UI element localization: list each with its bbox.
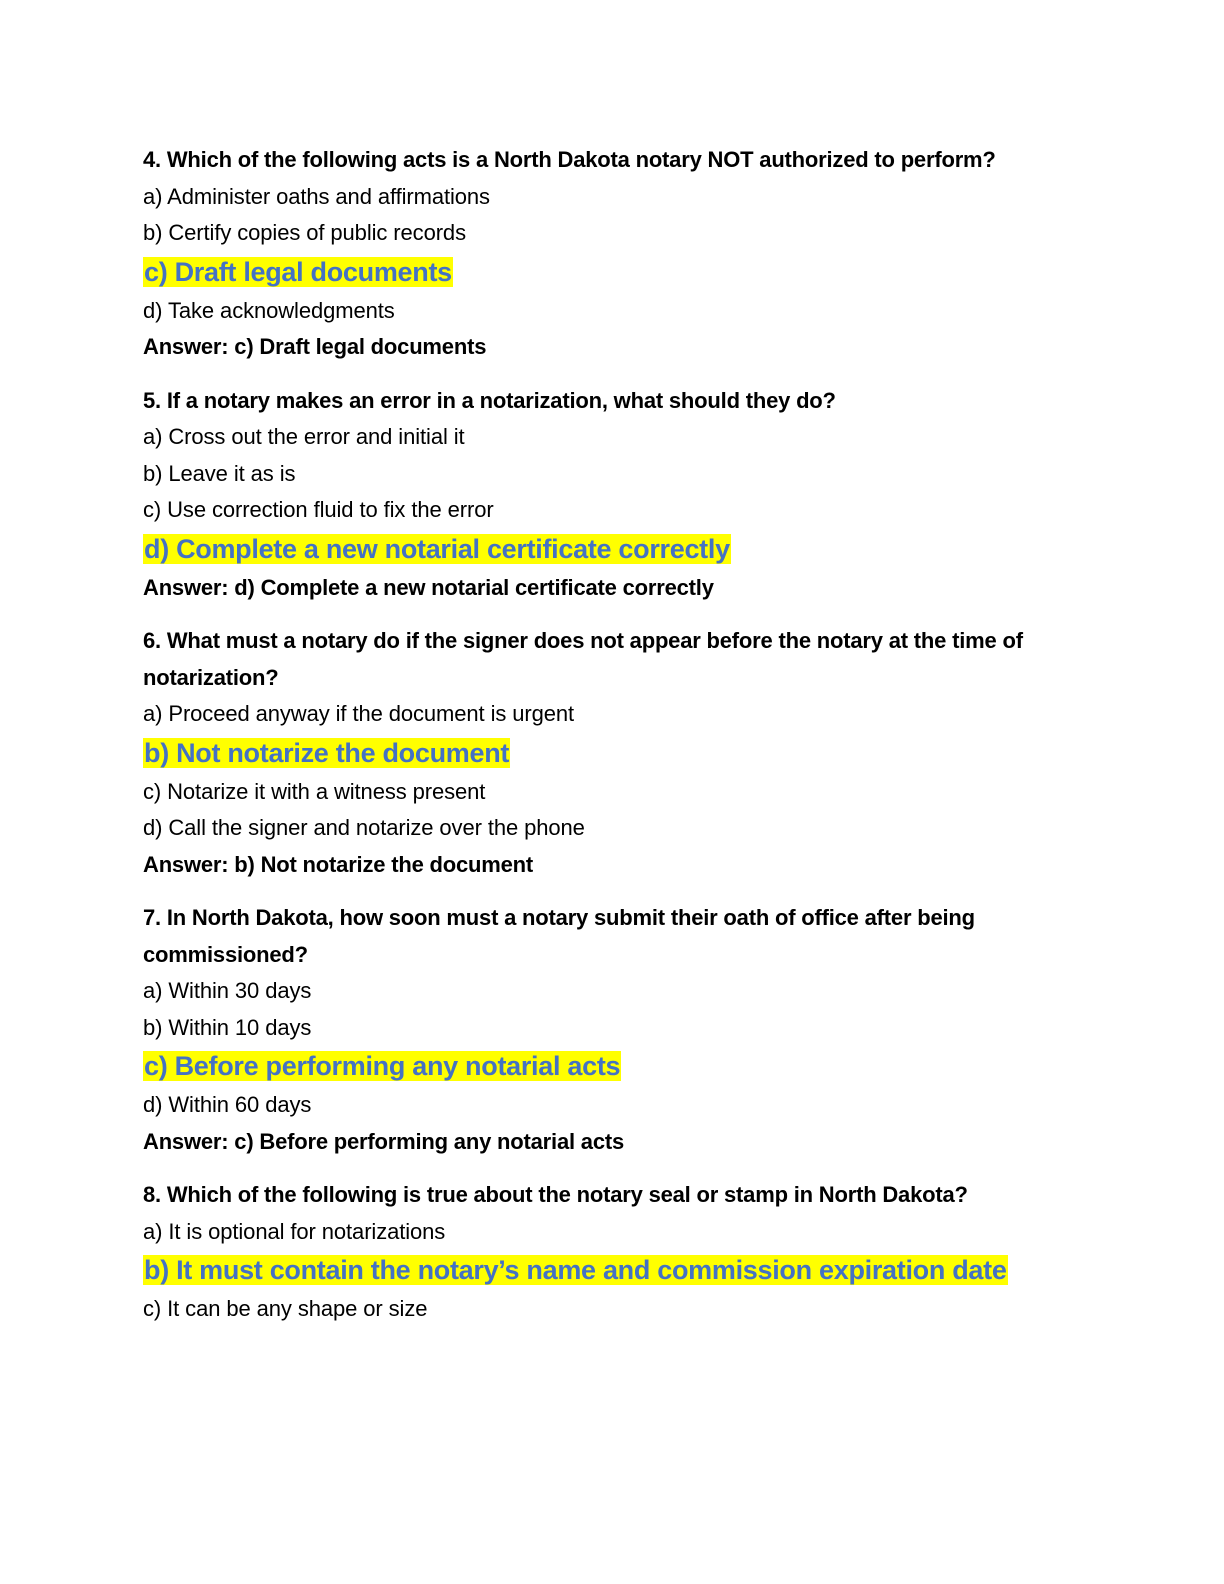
option-b: b) Within 10 days (143, 1014, 312, 1040)
option-a: a) Proceed anyway if the document is urgent (143, 701, 575, 726)
option-c: c) Use correction fluid to fix the error (143, 497, 494, 522)
option-d: d) Take acknowledgments (143, 297, 395, 323)
option-c-correct (143, 252, 1083, 293)
option-c: c) Notarize it with a witness present (143, 778, 486, 804)
option-b: b) Leave it as is (143, 460, 296, 486)
question-block-7 (143, 900, 1083, 1160)
option-d-correct (143, 529, 1083, 570)
option-b-correct (143, 733, 1083, 774)
question-block-4 (143, 142, 1083, 366)
option-d: d) Within 60 days (143, 1092, 312, 1117)
question-text: 6. What must a notary do if the signer does not appear before the notary at the time of notarization? (143, 628, 1023, 690)
document-page (143, 142, 1083, 1345)
question-text: 4. Which of the following acts is a North Dakota notary NOT authorized to perform? (143, 147, 996, 172)
highlighted-answer: c) Draft legal documents (144, 256, 452, 287)
question-block-8 (143, 1177, 1083, 1328)
answer-line: Answer: c) Draft legal documents (143, 334, 487, 359)
question-block-5 (143, 383, 1083, 607)
answer-line: Answer: c) Before performing any notarial acts (143, 1128, 625, 1154)
option-b-correct (143, 1250, 1083, 1291)
option-a: a) Cross out the error and initial it (143, 424, 465, 449)
option-b: b) Certify copies of public records (143, 220, 466, 245)
highlighted-answer: b) Not notarize the document (144, 737, 510, 768)
answer-line: Answer: d) Complete a new notarial certificate correctly (143, 574, 714, 600)
question-block-6 (143, 623, 1083, 883)
answer-line: Answer: b) Not notarize the document (143, 851, 534, 877)
option-a: a) It is optional for notarizations (143, 1218, 446, 1244)
option-a: a) Administer oaths and affirmations (143, 183, 490, 209)
highlighted-answer: d) Complete a new notarial certificate correctly (144, 533, 730, 564)
option-c-correct (143, 1046, 1083, 1087)
question-text: 7. In North Dakota, how soon must a notary submit their oath of office after being commissioned? (143, 905, 975, 967)
question-text: 8. Which of the following is true about the notary seal or stamp in North Dakota? (143, 1182, 968, 1207)
option-c: c) It can be any shape or size (143, 1296, 428, 1321)
highlighted-answer: c) Before performing any notarial acts (144, 1051, 621, 1081)
option-a: a) Within 30 days (143, 978, 312, 1003)
option-d: d) Call the signer and notarize over the phone (143, 815, 585, 840)
highlighted-answer: b) It must contain the notary’s name and commission expiration date (144, 1255, 1007, 1285)
question-text: 5. If a notary makes an error in a notarization, what should they do? (143, 387, 836, 413)
